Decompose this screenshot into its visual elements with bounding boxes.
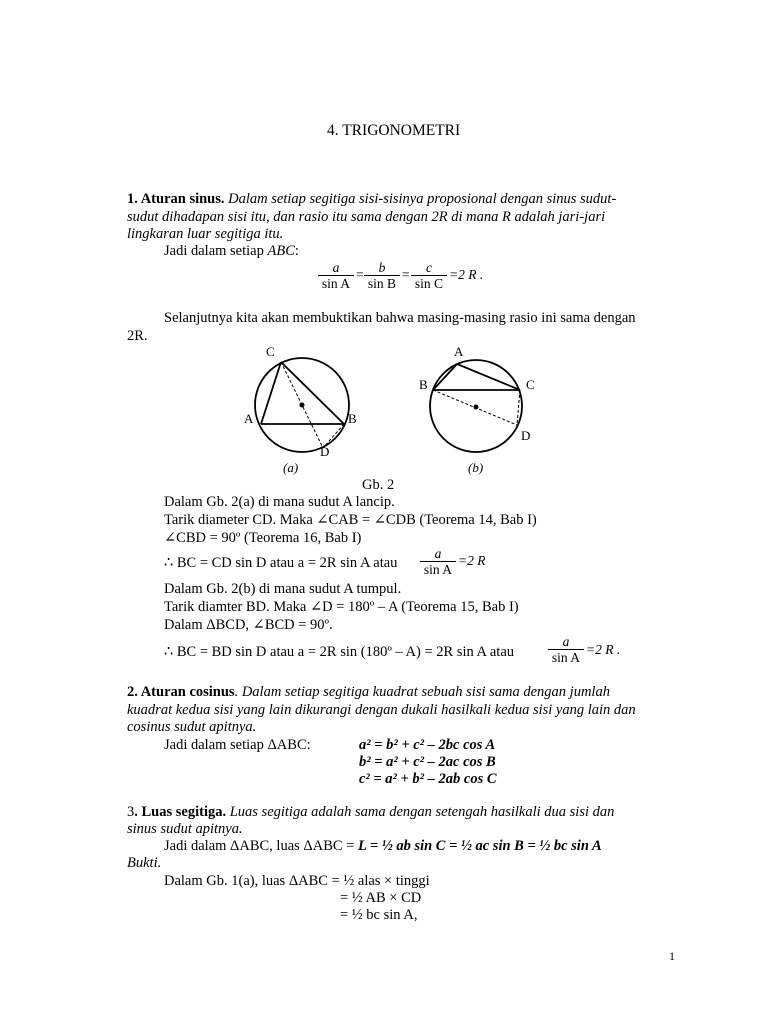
text: : xyxy=(294,243,299,259)
section-3-line-5: Dalam Gb. 1(a), luas ΔABC = ½ alas × tinggi xyxy=(164,873,430,889)
proof-line-5: Dalam Gb. 2(b) di mana sudut A tumpul. xyxy=(164,581,402,597)
section-2-text: . Dalam setiap segitiga kuadrat sebuah sisi sama dengan jumlah xyxy=(234,684,610,700)
proof-line-4-fraction xyxy=(420,546,456,577)
figure-b-label-a: A xyxy=(454,344,464,359)
figure-caption: Gb. 2 xyxy=(362,477,395,493)
figure-a-label-c: C xyxy=(266,344,275,359)
numerator: a xyxy=(562,634,570,649)
section-1-line-4 xyxy=(164,242,299,260)
section-2-line-1 xyxy=(127,683,610,701)
numerator: a xyxy=(434,546,442,561)
proof-line-4-rhs: =2 R xyxy=(458,553,486,568)
section-2-line-4: Jadi dalam setiap ΔABC: xyxy=(164,737,311,753)
section-3-line-3 xyxy=(164,837,602,855)
text: Jadi dalam setiap xyxy=(164,243,268,259)
fraction-c-sin-c xyxy=(411,260,447,291)
figure-a-caption: (a) xyxy=(283,460,299,475)
cosine-rule-eq-3: c² = a² + b² – 2ab cos C xyxy=(359,771,497,787)
proof-line-8-rhs: =2 R . xyxy=(586,642,621,657)
figure-b-label-d: D xyxy=(521,428,531,443)
text: Jadi dalam ΔABC, luas ΔABC = xyxy=(164,838,358,854)
proof-line-1: Dalam Gb. 2(a) di mana sudut A lancip. xyxy=(164,494,395,510)
area-formula: L = ½ ab sin C = ½ ac sin B = ½ bc sin A xyxy=(357,838,602,854)
section-2-heading: 2. Aturan cosinus xyxy=(127,684,235,700)
equals-sign: = xyxy=(356,267,364,282)
denominator: sin A xyxy=(423,562,453,577)
proof-line-4: ∴ BC = CD sin D atau a = 2R sin A atau xyxy=(164,555,398,571)
cosine-rule-eq-1: a² = b² + c² – 2bc cos A xyxy=(359,737,496,753)
section-2-line-2: kuadrat kedua sisi yang lain dikurangi dengan dukali hasilkali kedua sisi yang lain dan xyxy=(127,702,636,718)
equals-sign: = xyxy=(402,267,410,282)
cosine-rule-eq-2: b² = a² + c² – 2ac cos B xyxy=(359,754,496,770)
section-3-line-6: = ½ AB × CD xyxy=(340,890,422,906)
figure-b-diagram xyxy=(410,350,550,470)
section-1-line-1 xyxy=(127,190,616,208)
denominator: sin C xyxy=(414,276,444,291)
figure-a-label-a: A xyxy=(244,411,254,426)
figure-a-label-b: B xyxy=(348,411,357,426)
section-1-heading: 1. Aturan sinus. xyxy=(127,191,225,207)
section-3-line-4: Bukti. xyxy=(127,855,162,871)
proof-line-8-fraction xyxy=(548,634,584,665)
numerator: b xyxy=(378,260,386,275)
section-3-line-2: sinus sudut apitnya. xyxy=(127,821,243,837)
section-3-line-7: = ½ bc sin A, xyxy=(340,907,418,923)
denominator: sin A xyxy=(551,650,581,665)
proof-line-3: ∠CBD = 90º (Teorema 16, Bab I) xyxy=(164,530,362,546)
page-title: 4. TRIGONOMETRI xyxy=(327,122,461,139)
figure-b-label-b: B xyxy=(419,377,428,392)
section-3-text: Luas segitiga adalah sama dengan setengah hasilkali dua sisi dan xyxy=(226,804,615,820)
figure-b-label-c: C xyxy=(526,377,535,392)
section-3-number: 3 xyxy=(127,804,135,820)
fraction-b-sin-b xyxy=(364,260,400,291)
section-1-text: Dalam setiap segitiga sisi-sisinya proposional dengan sinus sudut- xyxy=(224,191,617,207)
section-2-line-3: cosinus sudut apitnya. xyxy=(127,719,257,735)
denominator: sin A xyxy=(321,276,351,291)
section-3-line-1 xyxy=(127,803,614,821)
proof-line-2: Tarik diameter CD. Maka ∠CAB = ∠CDB (Teorema 14, Bab I) xyxy=(164,512,537,528)
numerator: a xyxy=(332,260,340,275)
figure-b-caption: (b) xyxy=(468,460,484,475)
fraction-a-sin-a xyxy=(318,260,354,291)
figure-a-diagram xyxy=(240,350,380,470)
formula-rhs: =2 R . xyxy=(449,267,484,282)
denominator: sin B xyxy=(367,276,397,291)
proof-line-8: ∴ BC = BD sin D atau a = 2R sin (180º – A) = 2R sin A atau xyxy=(164,644,515,660)
section-3-heading: . Luas segitiga. xyxy=(134,804,227,820)
section-1-line-3: lingkaran luar segitiga itu. xyxy=(127,226,284,242)
figure-a-label-d: D xyxy=(320,444,330,459)
section-1-para-2-line-2: 2R. xyxy=(127,328,148,344)
numerator: c xyxy=(426,260,432,275)
proof-line-7: Dalam ΔBCD, ∠BCD = 90º. xyxy=(164,617,333,633)
proof-line-6: Tarik diamter BD. Maka ∠D = 180º – A (Teorema 15, Bab I) xyxy=(164,599,519,615)
page-number: 1 xyxy=(669,949,675,963)
triangle-name: ABC xyxy=(267,243,295,259)
section-1-line-2: sudut dihadapan sisi itu, dan rasio itu sama dengan 2R di mana R adalah jari-jari xyxy=(127,209,606,225)
section-1-para-2-line-1: Selanjutnya kita akan membuktikan bahwa masing-masing rasio ini sama dengan xyxy=(164,310,636,326)
